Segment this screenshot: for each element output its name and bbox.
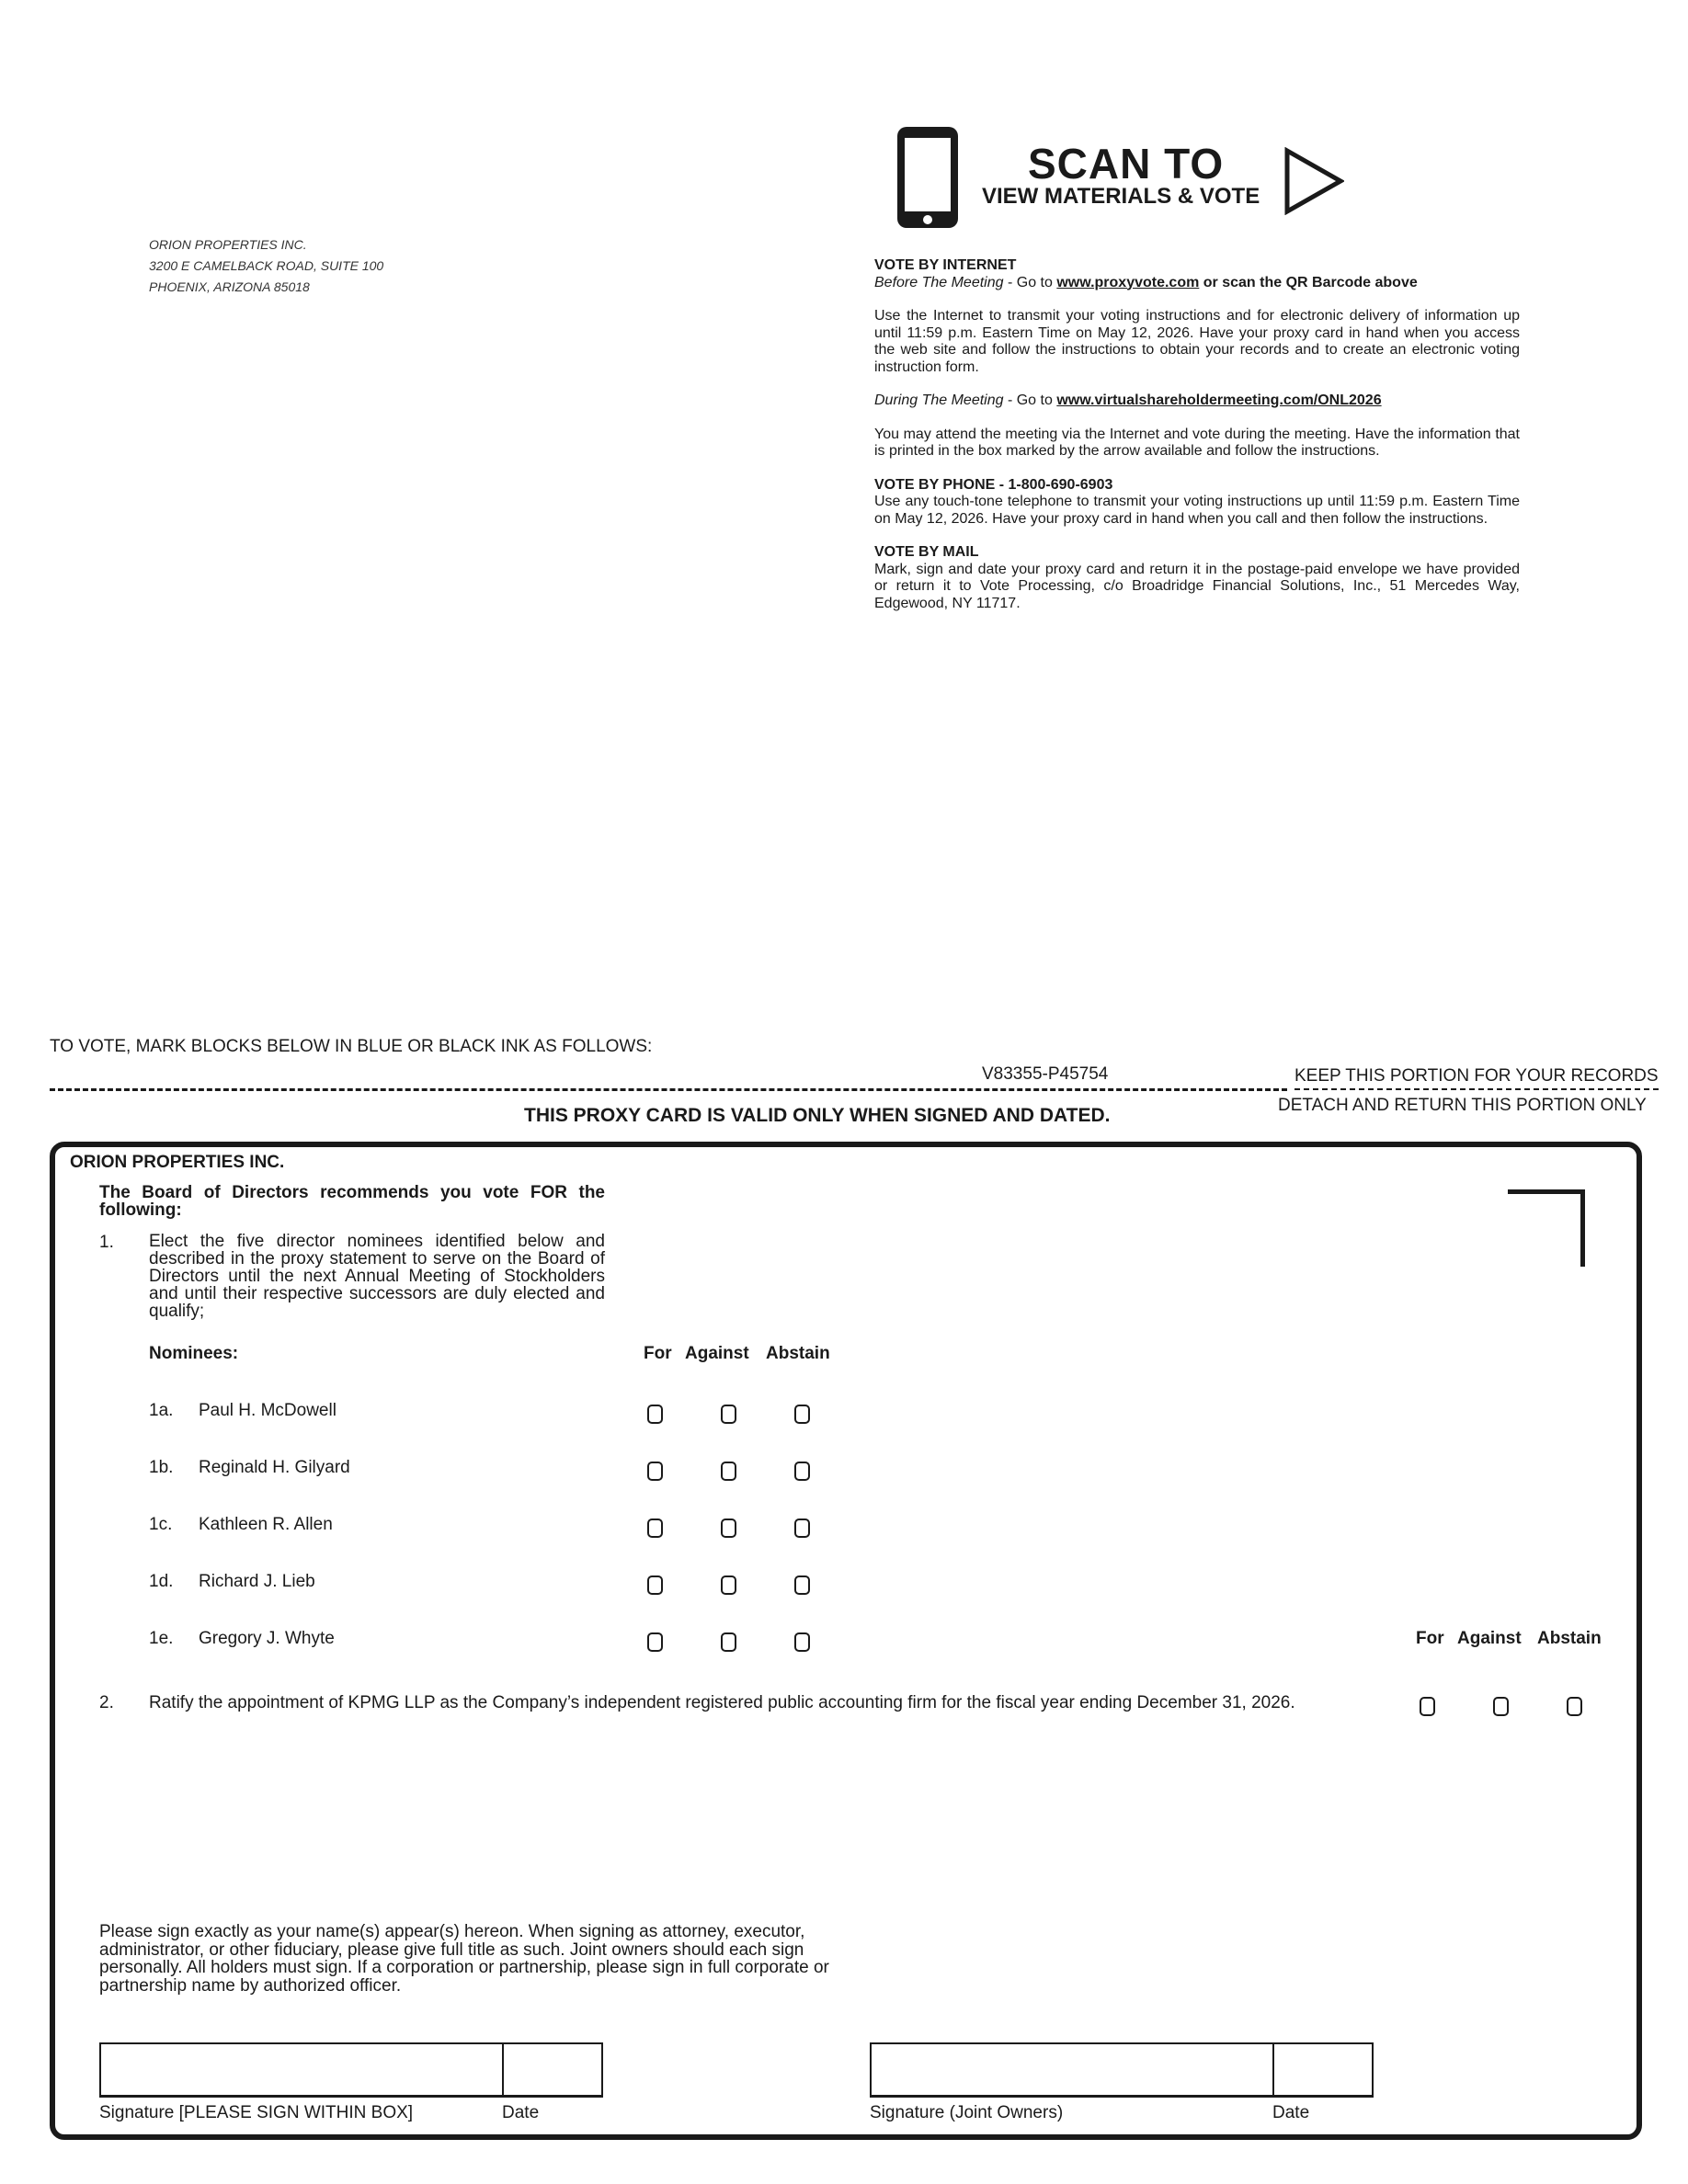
before-goto: - Go to: [1003, 274, 1057, 290]
smartphone-icon: [895, 125, 960, 230]
sender-address-line2: PHOENIX, ARIZONA 85018: [149, 279, 310, 294]
checkbox-1a-abstain[interactable]: [794, 1405, 810, 1424]
scan-subtitle: VIEW MATERIALS & VOTE: [982, 184, 1260, 209]
col-for: For: [644, 1344, 672, 1363]
nominee-code: 1c.: [149, 1515, 173, 1534]
internet-during-body: You may attend the meeting via the Internet and vote during the meeting. Have the information that is printed in the box marked by the arrow available and follow the instructions.: [874, 426, 1520, 459]
detach-line: [50, 1088, 1287, 1091]
nominee-code: 1e.: [149, 1629, 174, 1648]
mail-body: Mark, sign and date your proxy card and return it in the postage-paid envelope we have provided or return it to Vote Processing, c/o Broadridge Financial Solutions, Inc., 51 Mercedes Way, Edgewood, NY 11717.: [874, 561, 1520, 611]
checkbox-1e-against[interactable]: [721, 1632, 736, 1652]
before-suffix: or scan the QR Barcode above: [1199, 274, 1418, 290]
checkbox-1b-against[interactable]: [721, 1462, 736, 1481]
checkbox-1c-abstain[interactable]: [794, 1519, 810, 1538]
internet-during-line: [874, 392, 1520, 410]
internet-before-line: [874, 275, 1520, 292]
sender-address: [149, 234, 383, 298]
card-company-name: ORION PROPERTIES INC.: [70, 1153, 285, 1172]
nominee-name: Kathleen R. Allen: [199, 1515, 333, 1534]
checkbox-1d-for[interactable]: [647, 1575, 663, 1595]
checkbox-1d-against[interactable]: [721, 1575, 736, 1595]
valid-notice: THIS PROXY CARD IS VALID ONLY WHEN SIGNED AND DATED.: [524, 1105, 1111, 1126]
checkbox-2-for[interactable]: [1420, 1697, 1435, 1716]
nominee-code: 1a.: [149, 1401, 174, 1420]
control-number: V83355-P45754: [982, 1064, 1109, 1084]
checkbox-1e-abstain[interactable]: [794, 1632, 810, 1652]
voting-instructions: [874, 257, 1520, 612]
checkbox-2-against[interactable]: [1493, 1697, 1509, 1716]
nominee-name: Gregory J. Whyte: [199, 1629, 335, 1648]
sender-address-line1: 3200 E CAMELBACK ROAD, SUITE 100: [149, 258, 384, 273]
checkbox-1a-against[interactable]: [721, 1405, 736, 1424]
checkbox-1b-for[interactable]: [647, 1462, 663, 1481]
nominees-heading: Nominees:: [149, 1344, 239, 1363]
signing-instructions: Please sign exactly as your name(s) appear(s) hereon. When signing as attorney, executor, administrator, or other fiduciary, please give full title as such. Joint owners should each sign personally. All holders must sign. If a corporation or partnership, please sign in full corporate or partnership name by authorized officer.: [99, 1922, 829, 1996]
checkbox-1c-for[interactable]: [647, 1519, 663, 1538]
detach-return-label: DETACH AND RETURN THIS PORTION ONLY: [1278, 1096, 1647, 1115]
checkbox-1d-abstain[interactable]: [794, 1575, 810, 1595]
play-arrow-icon: [1283, 147, 1344, 215]
mark-instruction: TO VOTE, MARK BLOCKS BELOW IN BLUE OR BLACK INK AS FOLLOWS:: [50, 1037, 653, 1056]
keep-portion-label: KEEP THIS PORTION FOR YOUR RECORDS: [1295, 1066, 1659, 1090]
signature-date-divider: [502, 2042, 504, 2098]
signature-box[interactable]: [99, 2042, 603, 2098]
sender-name: ORION PROPERTIES INC.: [149, 237, 307, 252]
internet-body: Use the Internet to transmit your voting instructions and for electronic delivery of information up until 11:59 p.m. Eastern Time on May 12, 2026. Have your proxy card in hand when you access the web site and follow the instructions to obtain your records and to create an electronic voting instruction form.: [874, 308, 1520, 375]
during-goto: - Go to: [1003, 392, 1057, 408]
nominee-name: Paul H. McDowell: [199, 1401, 336, 1420]
nominee-code: 1b.: [149, 1458, 174, 1477]
phone-body: Use any touch-tone telephone to transmit your voting instructions up until 11:59 p.m. Eastern Time on May 12, 2026. Have your proxy card in hand when you call and then follow the instructions.: [874, 494, 1520, 527]
board-recommendation: The Board of Directors recommends you vote FOR the following:: [99, 1183, 605, 1220]
phone-heading: VOTE BY PHONE - 1-800-690-6903: [874, 476, 1113, 493]
checkbox-2-abstain[interactable]: [1567, 1697, 1582, 1716]
joint-date-divider: [1272, 2042, 1274, 2098]
nominee-name: Reginald H. Gilyard: [199, 1458, 350, 1477]
internet-heading: VOTE BY INTERNET: [874, 257, 1017, 273]
col-for-2: For: [1416, 1629, 1444, 1648]
corner-registration-mark: [1508, 1189, 1585, 1267]
item1-text: Elect the five director nominees identified below and described in the proxy statement to serve on the Board of Directors until the next Annual Meeting of Stockholders and until their respective successors are duly elected and qualify;: [149, 1232, 605, 1321]
before-meeting-label: Before The Meeting: [874, 274, 1004, 290]
virtual-meeting-link[interactable]: www.virtualshareholdermeeting.com/ONL2026: [1056, 392, 1382, 408]
mail-heading: VOTE BY MAIL: [874, 544, 979, 560]
col-against: Against: [685, 1344, 749, 1363]
date-label: Date: [502, 2103, 540, 2122]
item2-text: Ratify the appointment of KPMG LLP as the Company’s independent registered public accounting firm for the fiscal year ending December 31, 2026.: [149, 1693, 1295, 1712]
col-abstain: Abstain: [766, 1344, 830, 1363]
joint-signature-label: Signature (Joint Owners): [870, 2103, 1064, 2122]
item1-number: 1.: [99, 1233, 114, 1252]
nominee-code: 1d.: [149, 1572, 174, 1591]
signature-label: Signature [PLEASE SIGN WITHIN BOX]: [99, 2103, 414, 2122]
checkbox-1e-for[interactable]: [647, 1632, 663, 1652]
checkbox-1b-abstain[interactable]: [794, 1462, 810, 1481]
joint-date-label: Date: [1272, 2103, 1310, 2122]
col-abstain-2: Abstain: [1537, 1629, 1602, 1648]
checkbox-1a-for[interactable]: [647, 1405, 663, 1424]
item2-number: 2.: [99, 1693, 114, 1712]
joint-signature-box[interactable]: [870, 2042, 1374, 2098]
col-against-2: Against: [1457, 1629, 1522, 1648]
scan-title: SCAN TO: [1028, 140, 1225, 188]
proxyvote-link[interactable]: www.proxyvote.com: [1056, 274, 1200, 290]
checkbox-1c-against[interactable]: [721, 1519, 736, 1538]
nominee-name: Richard J. Lieb: [199, 1572, 315, 1591]
during-meeting-label: During The Meeting: [874, 392, 1004, 408]
